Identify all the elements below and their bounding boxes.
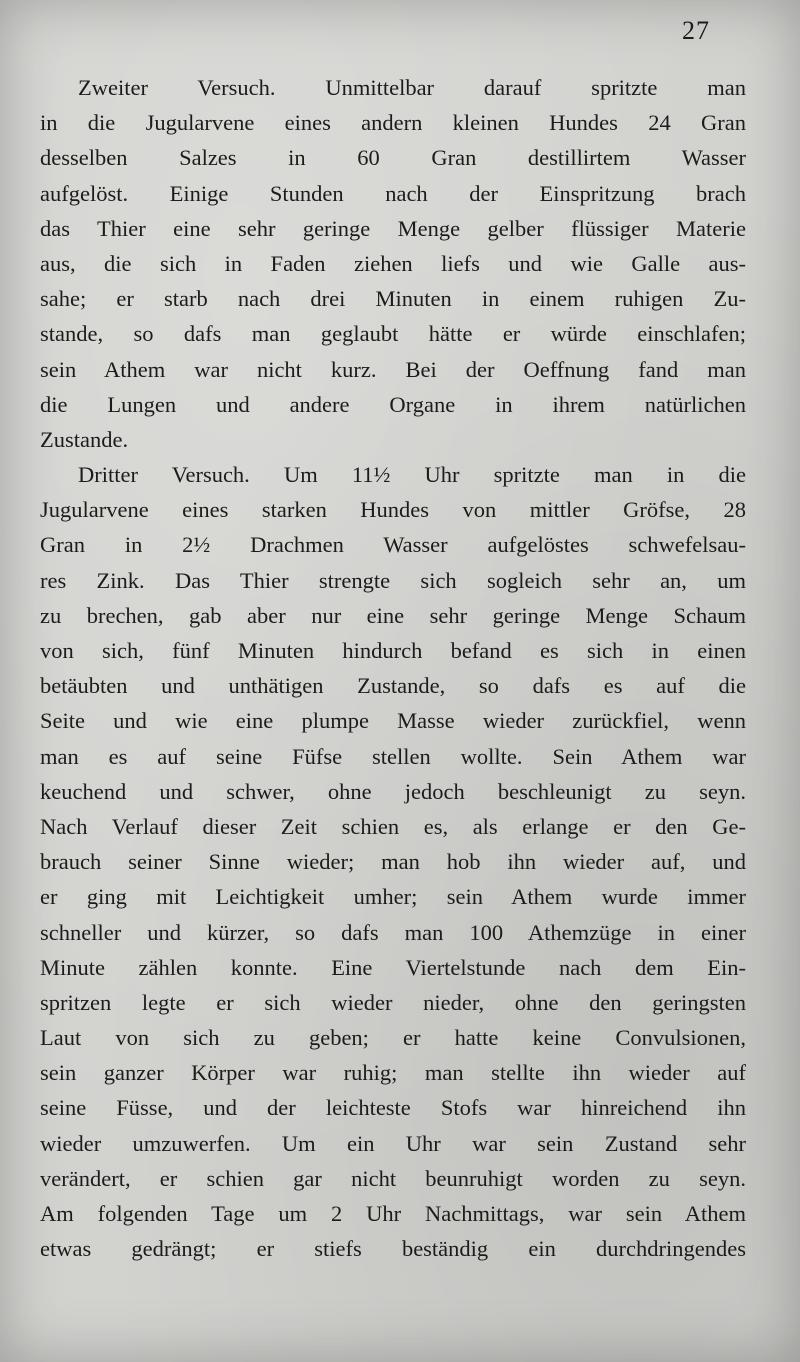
text-line: sein ganzer Körper war ruhig; man stellte ihn wieder auf <box>40 1060 746 1086</box>
text-line: etwas gedrängt; er stiefs beständig ein durchdringendes <box>40 1236 746 1262</box>
text-line: Gran in 2½ Drachmen Wasser aufgelöstes schwefelsau- <box>40 532 746 558</box>
text-line: Am folgenden Tage um 2 Uhr Nachmittags, war sein Athem <box>40 1201 746 1226</box>
text-line: verändert, er schien gar nicht beunruhigt worden zu seyn. <box>40 1165 746 1191</box>
text-line: Zweiter Versuch. Unmittelbar darauf spritzte man <box>78 75 746 100</box>
text-line: desselben Salzes in 60 Gran destillirtem Wasser <box>40 145 746 171</box>
text-line: Jugularvene eines starken Hundes von mittler Gröfse, 28 <box>40 497 746 523</box>
text-line: res Zink. Das Thier strengte sich sogleich sehr an, um <box>40 567 746 593</box>
text-line: Seite und wie eine plumpe Masse wieder zurückfiel, wenn <box>40 708 746 734</box>
text-line: Nach Verlauf dieser Zeit schien es, als erlange er den Ge- <box>40 813 746 839</box>
text-line: keuchend und schwer, ohne jedoch beschleunigt zu seyn. <box>40 778 746 804</box>
page-number: 27 <box>682 16 710 45</box>
text-line: betäubten und unthätigen Zustande, so dafs es auf die <box>40 673 746 699</box>
text-line: man es auf seine Füfse stellen wollte. Sein Athem war <box>40 743 746 769</box>
text-line: er ging mit Leichtigkeit umher; sein Athem wurde immer <box>40 884 746 910</box>
text-line: die Lungen und andere Organe in ihrem natürlichen <box>40 391 746 417</box>
text-line: in die Jugularvene eines andern kleinen Hundes 24 Gran <box>40 110 746 136</box>
text-line: Minute zählen konnte. Eine Viertelstunde nach dem Ein- <box>40 954 746 980</box>
text-line: aus, die sich in Faden ziehen liefs und wie Galle aus- <box>40 250 746 276</box>
text-line: sahe; er starb nach drei Minuten in einem ruhigen Zu- <box>40 286 746 312</box>
text-line: seine Füsse, und der leichteste Stofs war hinreichend ihn <box>40 1095 746 1121</box>
text-line: zu brechen, gab aber nur eine sehr geringe Menge Schaum <box>40 602 746 628</box>
text-line: schneller und kürzer, so dafs man 100 Athemzüge in einer <box>40 919 746 945</box>
text-line: Laut von sich zu geben; er hatte keine Convulsionen, <box>40 1025 746 1051</box>
body-text <box>40 70 746 1266</box>
text-line: von sich, fünf Minuten hindurch befand es sich in einen <box>40 638 746 663</box>
text-line: sein Athem war nicht kurz. Bei der Oeffnung fand man <box>40 356 746 382</box>
text-line: brauch seiner Sinne wieder; man hob ihn wieder auf, und <box>40 849 746 875</box>
text-line: wieder umzuwerfen. Um ein Uhr war sein Zustand sehr <box>40 1130 746 1156</box>
text-line: spritzen legte er sich wieder nieder, ohne den geringsten <box>40 989 746 1015</box>
text-line: Dritter Versuch. Um 11½ Uhr spritzte man in die <box>78 462 746 488</box>
text-line: das Thier eine sehr geringe Menge gelber flüssiger Materie <box>40 215 746 241</box>
text-line: Zustande. <box>40 426 129 452</box>
text-line: aufgelöst. Einige Stunden nach der Einspritzung brach <box>40 180 746 206</box>
text-line: stande, so dafs man geglaubt hätte er würde einschlafen; <box>40 321 746 347</box>
